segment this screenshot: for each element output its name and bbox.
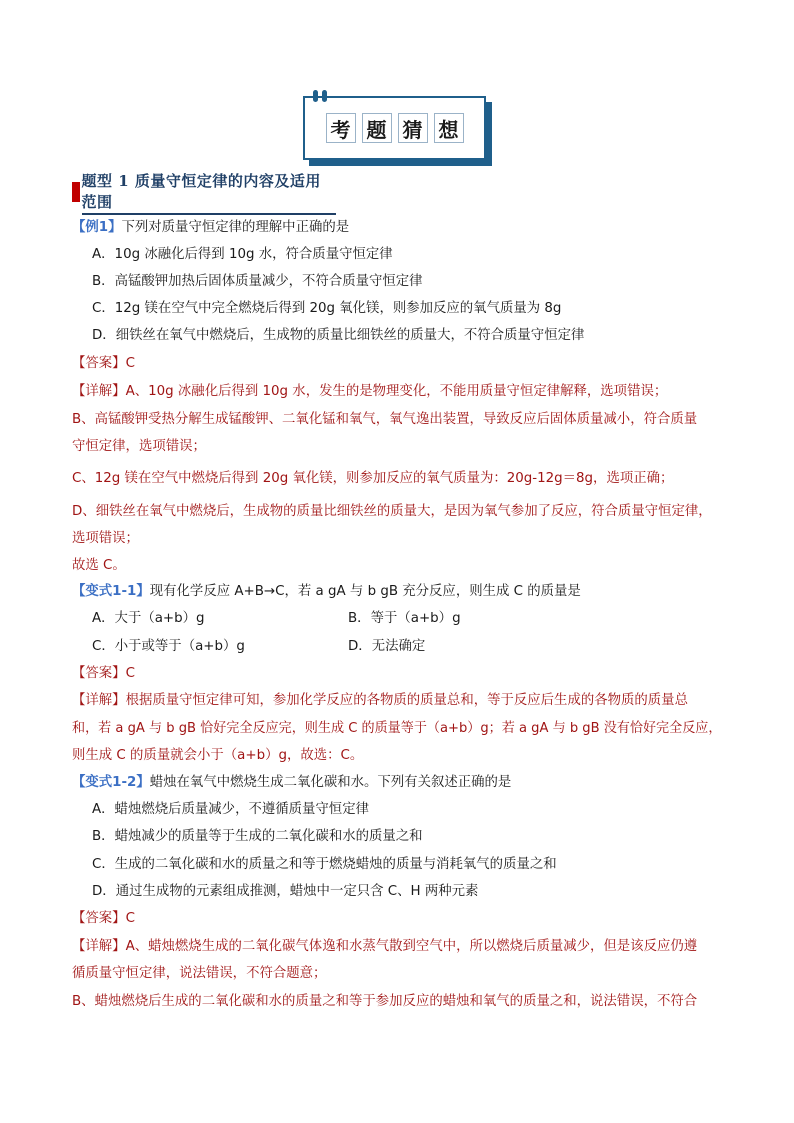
- question-stem: [72, 583, 581, 601]
- option: C．生成的二氧化碳和水的质量之和等于燃烧蜡烛的质量与消耗氧气的质量之和: [92, 857, 557, 872]
- stem-text: 现有化学反应 A+B→C，若 a gA 与 b gB 充分反应，则生成 C 的质量是: [149, 584, 581, 599]
- detail-line: 守恒定律，选项错误；: [72, 439, 206, 454]
- detail-line: 和，若 a gA 与 b gB 恰好完全反应完，则生成 C 的质量等于（a+b）g；若 a gA 与 b gB 没有恰好完全反应，: [72, 721, 722, 736]
- detail-line: D、细铁丝在氧气中燃烧后，生成物的质量比细铁丝的质量大，是因为氧气参加了反应，符合质量守恒定律，: [72, 504, 712, 519]
- header-char: 猜: [398, 113, 428, 143]
- detail-text: 根据质量守恒定律可知，参加化学反应的各物质的质量总和，等于反应后生成的各物质的质量总: [125, 693, 688, 708]
- question-tag: 【例1】: [72, 220, 122, 235]
- detail-line: [72, 938, 697, 956]
- section-title: 题型 1 质量守恒定律的内容及适用范围: [82, 170, 336, 215]
- answer-line: [72, 910, 135, 928]
- option: D．无法确定: [348, 639, 426, 654]
- option: C．小于或等于（a+b）g: [92, 639, 245, 654]
- detail-tag: 【详解】: [72, 939, 126, 954]
- detail-line: C、12g 镁在空气中燃烧后得到 20g 氧化镁，则参加反应的氧气质量为：20g-12g＝8g，选项正确；: [72, 471, 674, 486]
- option: B．蜡烛减少的质量等于生成的二氧化碳和水的质量之和: [92, 829, 423, 844]
- header-char: 考: [326, 113, 356, 143]
- option: B．等于（a+b）g: [348, 611, 461, 626]
- detail-line: 则生成 C 的质量就会小于（a+b）g，故选：C。: [72, 748, 364, 763]
- stem-text: 蜡烛在氧气中燃烧生成二氧化碳和水。下列有关叙述正确的是: [149, 775, 512, 790]
- detail-line: [72, 692, 688, 710]
- option: D．细铁丝在氧气中燃烧后，生成物的质量比细铁丝的质量大，不符合质量守恒定律: [92, 328, 585, 343]
- header-char: 想: [434, 113, 464, 143]
- answer-tag: 【答案】: [72, 666, 126, 681]
- stem-text: 下列对质量守恒定律的理解中正确的是: [121, 220, 350, 235]
- detail-line: B、高锰酸钾受热分解生成锰酸钾、二氧化锰和氧气，氧气逸出装置，导致反应后固体质量减小，符合质量: [72, 412, 698, 427]
- option: D．通过生成物的元素组成推测，蜡烛中一定只含 C、H 两种元素: [92, 884, 479, 899]
- question-tag: 【变式1-1】: [72, 584, 150, 599]
- answer-line: [72, 665, 135, 683]
- badge-frame: [303, 96, 486, 160]
- detail-text: A、10g 冰融化后得到 10g 水，发生的是物理变化，不能用质量守恒定律解释，选项错误；: [125, 384, 668, 399]
- detail-line: B、蜡烛燃烧后生成的二氧化碳和水的质量之和等于参加反应的蜡烛和氧气的质量之和，说法错误，不符合: [72, 994, 698, 1009]
- detail-text: A、蜡烛燃烧生成的二氧化碳气体逸和水蒸气散到空气中，所以燃烧后质量减少，但是该反应仍遵: [125, 939, 698, 954]
- answer-line: [72, 355, 135, 373]
- answer-value: C: [125, 911, 135, 926]
- answer-value: C: [125, 666, 135, 681]
- pin-icon: [313, 90, 318, 102]
- question-stem: [72, 219, 349, 237]
- answer-tag: 【答案】: [72, 356, 126, 371]
- answer-value: C: [125, 356, 135, 371]
- detail-tag: 【详解】: [72, 384, 126, 399]
- detail-line: 选项错误；: [72, 531, 139, 546]
- question-tag: 【变式1-2】: [72, 775, 150, 790]
- detail-line: 循质量守恒定律，说法错误，不符合题意；: [72, 966, 327, 981]
- answer-tag: 【答案】: [72, 911, 126, 926]
- header-char: 题: [362, 113, 392, 143]
- question-stem: [72, 774, 511, 792]
- option: C．12g 镁在空气中完全燃烧后得到 20g 氧化镁，则参加反应的氧气质量为 8g: [92, 301, 562, 316]
- section-marker: [72, 182, 80, 202]
- section-heading: [72, 171, 336, 211]
- detail-line: 故选 C。: [72, 558, 126, 573]
- option: A．蜡烛燃烧后质量减少，不遵循质量守恒定律: [92, 802, 369, 817]
- detail-tag: 【详解】: [72, 693, 126, 708]
- pin-icon: [322, 90, 327, 102]
- detail-line: [72, 383, 667, 401]
- option: A．大于（a+b）g: [92, 611, 205, 626]
- option: A．10g 冰融化后得到 10g 水，符合质量守恒定律: [92, 247, 393, 262]
- option: B．高锰酸钾加热后固体质量减少，不符合质量守恒定律: [92, 274, 423, 289]
- header-badge: [303, 96, 493, 168]
